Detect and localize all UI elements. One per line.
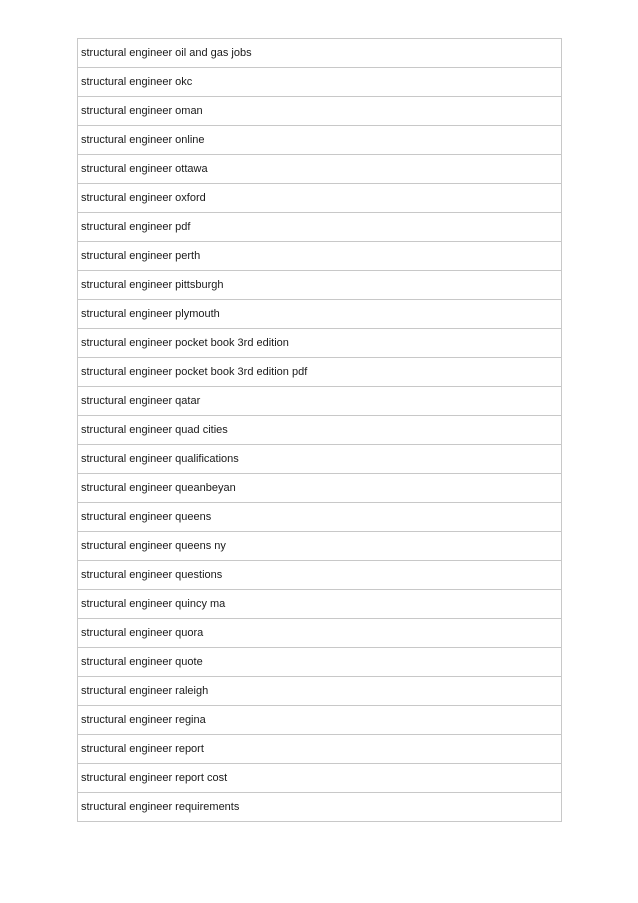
table-row: [78, 329, 562, 358]
table-cell: structural engineer questions: [78, 561, 562, 590]
table-row: [78, 184, 562, 213]
table-row: [78, 242, 562, 271]
table-cell: structural engineer queens: [78, 503, 562, 532]
table-cell: structural engineer okc: [78, 68, 562, 97]
table-row: [78, 590, 562, 619]
table-row: [78, 474, 562, 503]
table-cell: structural engineer plymouth: [78, 300, 562, 329]
table-cell: structural engineer quincy ma: [78, 590, 562, 619]
table-row: [78, 619, 562, 648]
table-cell: structural engineer pittsburgh: [78, 271, 562, 300]
table-row: [78, 126, 562, 155]
table-cell: structural engineer pdf: [78, 213, 562, 242]
table-row: [78, 793, 562, 822]
table-row: [78, 213, 562, 242]
table-cell: structural engineer online: [78, 126, 562, 155]
table-row: [78, 532, 562, 561]
table-row: [78, 39, 562, 68]
table-row: [78, 68, 562, 97]
table-cell: structural engineer qualifications: [78, 445, 562, 474]
table-cell: structural engineer ottawa: [78, 155, 562, 184]
table-row: [78, 416, 562, 445]
table-cell: structural engineer quad cities: [78, 416, 562, 445]
table-row: [78, 735, 562, 764]
table-cell: structural engineer oil and gas jobs: [78, 39, 562, 68]
table-cell: structural engineer qatar: [78, 387, 562, 416]
table-cell: structural engineer queanbeyan: [78, 474, 562, 503]
table-row: [78, 648, 562, 677]
table-row: [78, 677, 562, 706]
table-row: [78, 271, 562, 300]
table-cell: structural engineer regina: [78, 706, 562, 735]
table-row: [78, 706, 562, 735]
table-row: [78, 445, 562, 474]
table-row: [78, 155, 562, 184]
table-cell: structural engineer requirements: [78, 793, 562, 822]
table-cell: structural engineer oxford: [78, 184, 562, 213]
table-cell: structural engineer report: [78, 735, 562, 764]
table-cell: structural engineer pocket book 3rd edition pdf: [78, 358, 562, 387]
table-row: [78, 764, 562, 793]
table-row: [78, 503, 562, 532]
table-cell: structural engineer raleigh: [78, 677, 562, 706]
table-row: [78, 97, 562, 126]
table-cell: structural engineer perth: [78, 242, 562, 271]
table-row: [78, 300, 562, 329]
table-row: [78, 358, 562, 387]
keyword-table: [77, 38, 562, 822]
table-cell: structural engineer quote: [78, 648, 562, 677]
table-row: [78, 561, 562, 590]
table-cell: structural engineer quora: [78, 619, 562, 648]
table-row: [78, 387, 562, 416]
table-cell: structural engineer pocket book 3rd edition: [78, 329, 562, 358]
table-cell: structural engineer oman: [78, 97, 562, 126]
table-cell: structural engineer report cost: [78, 764, 562, 793]
table-cell: structural engineer queens ny: [78, 532, 562, 561]
